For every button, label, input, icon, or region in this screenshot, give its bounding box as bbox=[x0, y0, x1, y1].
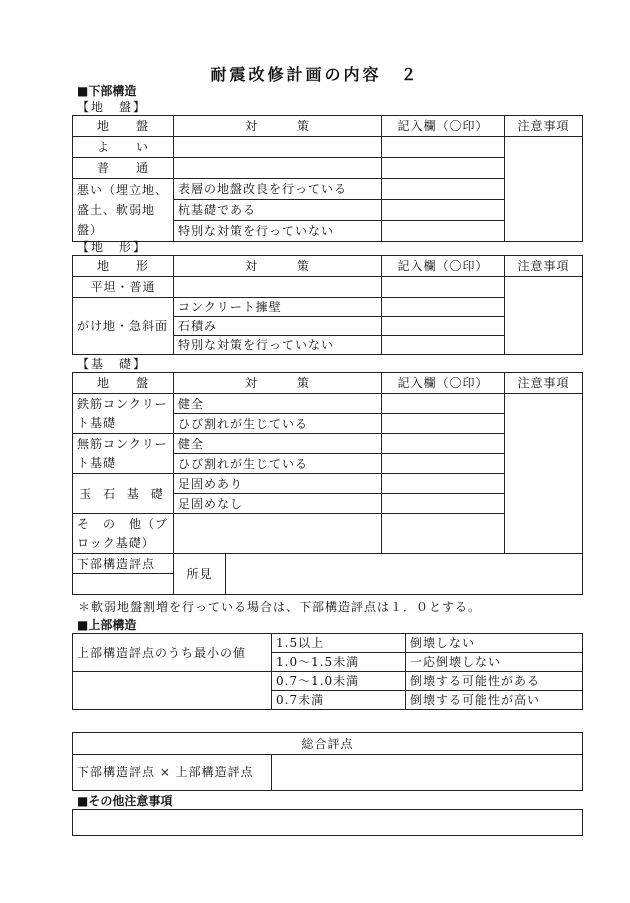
foundation-plain-measure-2: ひび割れが生じている bbox=[174, 454, 382, 474]
terrain-table bbox=[72, 255, 583, 355]
foundation-stone: 玉 石 基 礎 bbox=[73, 474, 174, 514]
upper-table bbox=[72, 633, 583, 710]
foundation-heading: 【基 礎】 bbox=[77, 357, 148, 371]
record-cell[interactable] bbox=[382, 277, 505, 298]
record-header: 記入欄（〇印） bbox=[382, 116, 505, 137]
upper-min-field[interactable] bbox=[73, 672, 272, 710]
upper-result-3: 倒壊する可能性がある bbox=[406, 672, 583, 691]
upper-range-1: 1.5以上 bbox=[272, 634, 406, 653]
upper-result-2: 一応倒壊しない bbox=[406, 653, 583, 672]
ground-heading: 【地 盤】 bbox=[77, 100, 148, 114]
terrain-flat: 平坦・普通 bbox=[73, 277, 174, 298]
foundation-stone-measure-1: 足固めあり bbox=[174, 474, 382, 494]
other-notes-field[interactable] bbox=[72, 809, 583, 836]
foundation-stone-measure-2: 足固めなし bbox=[174, 494, 382, 514]
foundation-plain: 無筋コンクリート基礎 bbox=[73, 434, 174, 474]
opinion-field[interactable] bbox=[226, 554, 583, 595]
upper-structure-heading: ■上部構造 bbox=[77, 618, 137, 632]
note-header: 注意事項 bbox=[505, 256, 583, 277]
ground-table bbox=[72, 115, 583, 242]
record-cell[interactable] bbox=[382, 317, 505, 336]
foundation-table bbox=[72, 372, 583, 595]
page-title: 耐震改修計画の内容 ２ bbox=[210, 65, 420, 84]
foundation-rc-measure-1: 健全 bbox=[174, 394, 382, 414]
ground-bad: 悪い（埋立地、盛土、軟弱地盤） bbox=[73, 179, 174, 242]
record-cell[interactable] bbox=[382, 394, 505, 414]
upper-range-2: 1.0～1.5未満 bbox=[272, 653, 406, 672]
ground-good: よ い bbox=[73, 137, 174, 158]
foundation-header: 地 盤 bbox=[73, 373, 174, 394]
record-cell[interactable] bbox=[382, 200, 505, 221]
record-cell[interactable] bbox=[382, 474, 505, 494]
lower-score-field[interactable] bbox=[73, 574, 174, 595]
upper-result-4: 倒壊する可能性が高い bbox=[406, 691, 583, 710]
ground-measure-2: 杭基礎である bbox=[174, 200, 382, 221]
ground-measure-3: 特別な対策を行っていない bbox=[174, 221, 382, 242]
upper-min-label: 上部構造評点のうち最小の値 bbox=[73, 634, 272, 672]
terrain-slope: がけ地・急斜面 bbox=[73, 298, 174, 355]
record-cell[interactable] bbox=[382, 137, 505, 158]
record-cell[interactable] bbox=[382, 298, 505, 317]
total-field[interactable] bbox=[272, 755, 583, 791]
measure-cell bbox=[174, 277, 382, 298]
terrain-header: 地 形 bbox=[73, 256, 174, 277]
terrain-measure-2: 石積み bbox=[174, 317, 382, 336]
foundation-other: そ の 他（ブロック基礎） bbox=[73, 514, 174, 554]
record-header: 記入欄（〇印） bbox=[382, 373, 505, 394]
record-cell[interactable] bbox=[382, 434, 505, 454]
lower-structure-heading: ■下部構造 bbox=[77, 84, 137, 98]
ground-normal: 普 通 bbox=[73, 158, 174, 179]
record-cell[interactable] bbox=[382, 414, 505, 434]
foundation-rc-measure-2: ひび割れが生じている bbox=[174, 414, 382, 434]
measure-cell bbox=[174, 137, 382, 158]
terrain-heading: 【地 形】 bbox=[77, 240, 148, 254]
measure-header: 対 策 bbox=[174, 256, 382, 277]
total-header: 総合評点 bbox=[73, 733, 583, 755]
record-cell[interactable] bbox=[382, 158, 505, 179]
total-formula: 下部構造評点 × 上部構造評点 bbox=[73, 755, 272, 791]
ground-header: 地 盤 bbox=[73, 116, 174, 137]
record-header: 記入欄（〇印） bbox=[382, 256, 505, 277]
note-header: 注意事項 bbox=[505, 116, 583, 137]
terrain-measure-1: コンクリート擁壁 bbox=[174, 298, 382, 317]
measure-header: 対 策 bbox=[174, 373, 382, 394]
note-header: 注意事項 bbox=[505, 373, 583, 394]
note-cell[interactable] bbox=[505, 137, 583, 242]
measure-cell bbox=[174, 158, 382, 179]
foundation-plain-measure-1: 健全 bbox=[174, 434, 382, 454]
measure-cell bbox=[174, 514, 382, 554]
ground-measure-1: 表層の地盤改良を行っている bbox=[174, 179, 382, 200]
lower-score-label: 下部構造評点 bbox=[73, 554, 174, 574]
other-notes-heading: ■その他注意事項 bbox=[77, 794, 173, 808]
total-table bbox=[72, 732, 583, 791]
opinion-label: 所見 bbox=[174, 554, 226, 595]
soft-ground-note: ＊軟弱地盤割増を行っている場合は、下部構造評点は１．０とする。 bbox=[78, 600, 482, 614]
terrain-measure-3: 特別な対策を行っていない bbox=[174, 336, 382, 355]
record-cell[interactable] bbox=[382, 494, 505, 514]
upper-range-4: 0.7未満 bbox=[272, 691, 406, 710]
foundation-rc: 鉄筋コンクリート基礎 bbox=[73, 394, 174, 434]
record-cell[interactable] bbox=[382, 514, 505, 554]
note-cell[interactable] bbox=[505, 394, 583, 554]
record-cell[interactable] bbox=[382, 221, 505, 242]
note-cell[interactable] bbox=[505, 277, 583, 355]
record-cell[interactable] bbox=[382, 179, 505, 200]
upper-range-3: 0.7～1.0未満 bbox=[272, 672, 406, 691]
measure-header: 対 策 bbox=[174, 116, 382, 137]
upper-result-1: 倒壊しない bbox=[406, 634, 583, 653]
record-cell[interactable] bbox=[382, 336, 505, 355]
record-cell[interactable] bbox=[382, 454, 505, 474]
